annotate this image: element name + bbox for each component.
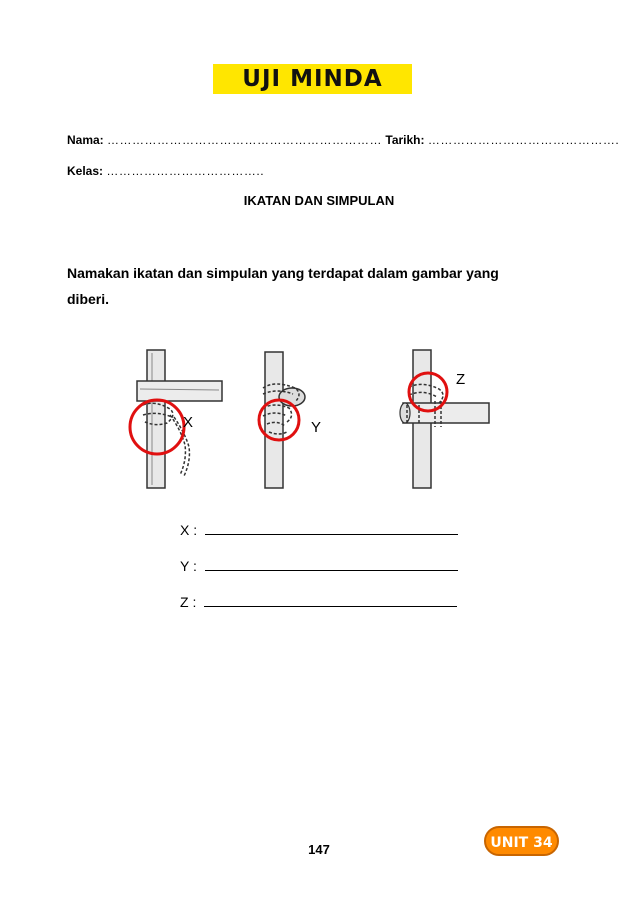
- answer-line-y: [180, 556, 458, 574]
- date-label: Tarikh:: [385, 133, 425, 147]
- class-field: ………………………………..: [106, 164, 265, 178]
- answer-letter-x: X: [180, 522, 190, 538]
- class-label: Kelas:: [67, 164, 104, 178]
- class-line: [67, 164, 264, 178]
- page-number: 147: [308, 842, 330, 857]
- section-subtitle: IKATAN DAN SIMPULAN: [243, 193, 395, 208]
- name-field: …………………………………………………………: [107, 133, 383, 147]
- answer-line-z: [180, 592, 457, 610]
- page-title: UJI MINDA: [213, 64, 412, 94]
- answer-letter-z: Z: [180, 594, 189, 610]
- label-z: Z: [456, 371, 466, 388]
- answer-blank-z[interactable]: [204, 592, 457, 607]
- answer-letter-y: Y: [180, 558, 190, 574]
- answer-blank-x[interactable]: [205, 520, 458, 535]
- answer-separator: :: [192, 594, 197, 610]
- answer-blank-y[interactable]: [205, 556, 458, 571]
- name-date-line: [67, 133, 619, 147]
- knot-figure-z: [395, 345, 495, 490]
- label-y: Y: [311, 419, 322, 436]
- answer-separator: :: [193, 522, 198, 538]
- label-x: X: [183, 414, 194, 431]
- question-line-2: diberi.: [67, 291, 110, 307]
- answer-separator: :: [192, 558, 197, 574]
- name-label: Nama:: [67, 133, 104, 147]
- answer-line-x: [180, 520, 458, 538]
- question-text: [67, 260, 547, 312]
- knot-figure-x: [125, 345, 225, 490]
- date-field: ……………………………………….: [427, 133, 620, 147]
- unit-badge: UNIT 34: [484, 826, 559, 856]
- question-line-1: Namakan ikatan dan simpulan yang terdapat dalam gambar yang: [67, 265, 499, 281]
